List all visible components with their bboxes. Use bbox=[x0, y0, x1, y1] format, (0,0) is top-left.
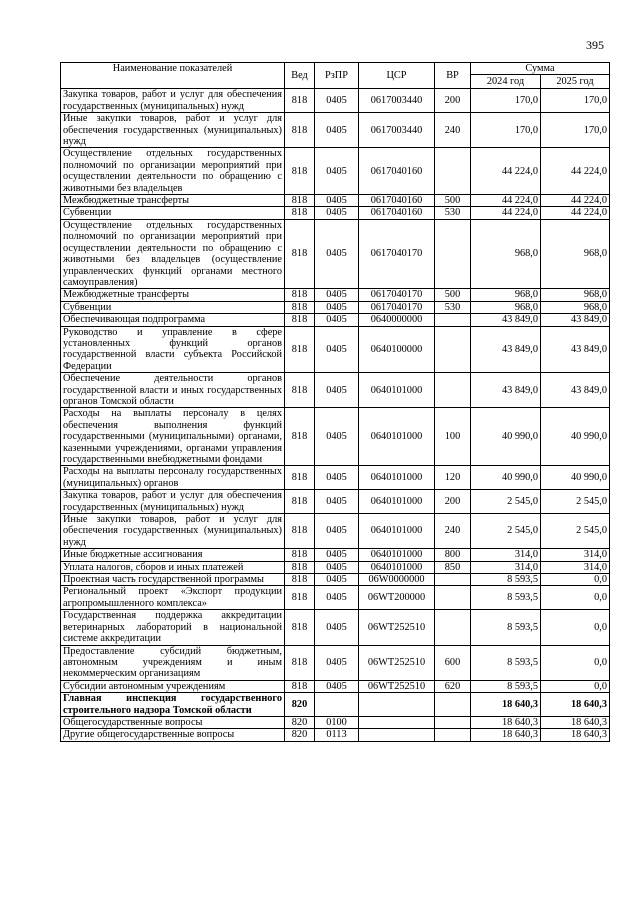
row-ved: 818 bbox=[285, 490, 315, 514]
row-csr: 0640101000 bbox=[359, 549, 435, 561]
row-rzpr: 0405 bbox=[315, 207, 359, 219]
row-sum-2024: 43 849,0 bbox=[471, 326, 541, 373]
row-csr: 0617003440 bbox=[359, 113, 435, 148]
header-year-2025: 2025 год bbox=[541, 75, 610, 89]
row-sum-2024: 44 224,0 bbox=[471, 195, 541, 207]
row-name: Расходы на выплаты персоналу государственных (муниципальных) органов bbox=[61, 466, 285, 490]
row-sum-2024: 968,0 bbox=[471, 301, 541, 313]
header-csr: ЦСР bbox=[359, 63, 435, 89]
row-vr: 200 bbox=[435, 89, 471, 113]
row-csr: 0617040160 bbox=[359, 148, 435, 195]
row-sum-2025: 44 224,0 bbox=[541, 207, 610, 219]
row-rzpr: 0405 bbox=[315, 574, 359, 586]
row-sum-2025: 0,0 bbox=[541, 610, 610, 645]
row-rzpr: 0405 bbox=[315, 148, 359, 195]
table-row bbox=[61, 466, 610, 490]
row-csr: 0640101000 bbox=[359, 408, 435, 466]
row-name: Иные закупки товаров, работ и услуг для обеспечения государственных (муниципальных) нужд bbox=[61, 514, 285, 549]
header-sum: Сумма bbox=[471, 63, 610, 75]
row-ved: 818 bbox=[285, 148, 315, 195]
row-rzpr: 0405 bbox=[315, 89, 359, 113]
row-ved: 818 bbox=[285, 195, 315, 207]
row-sum-2024: 8 593,5 bbox=[471, 574, 541, 586]
row-name: Другие общегосударственные вопросы bbox=[61, 729, 285, 741]
row-name: Закупка товаров, работ и услуг для обеспечения государственных (муниципальных) нужд bbox=[61, 89, 285, 113]
row-vr bbox=[435, 373, 471, 408]
row-csr: 0640100000 bbox=[359, 326, 435, 373]
row-vr bbox=[435, 716, 471, 728]
row-ved: 818 bbox=[285, 680, 315, 692]
row-ved: 818 bbox=[285, 574, 315, 586]
header-vr: ВР bbox=[435, 63, 471, 89]
row-rzpr: 0405 bbox=[315, 549, 359, 561]
row-rzpr: 0405 bbox=[315, 301, 359, 313]
row-ved: 818 bbox=[285, 314, 315, 326]
row-name: Региональный проект «Экспорт продукции агропромышленного комплекса» bbox=[61, 586, 285, 610]
table-row bbox=[61, 314, 610, 326]
table-row bbox=[61, 561, 610, 573]
row-sum-2025: 0,0 bbox=[541, 586, 610, 610]
row-csr: 06WT252510 bbox=[359, 680, 435, 692]
row-vr bbox=[435, 219, 471, 288]
row-vr: 600 bbox=[435, 645, 471, 680]
row-ved: 818 bbox=[285, 466, 315, 490]
row-csr: 0640101000 bbox=[359, 490, 435, 514]
row-csr bbox=[359, 716, 435, 728]
row-csr: 0617040170 bbox=[359, 289, 435, 301]
row-csr: 0617040160 bbox=[359, 207, 435, 219]
table-row bbox=[61, 693, 610, 717]
row-rzpr: 0405 bbox=[315, 219, 359, 288]
row-rzpr: 0405 bbox=[315, 289, 359, 301]
row-rzpr: 0405 bbox=[315, 514, 359, 549]
row-csr: 0617040160 bbox=[359, 195, 435, 207]
row-sum-2024: 8 593,5 bbox=[471, 645, 541, 680]
row-name: Обеспечение деятельности органов государственной власти и иных государственных органов Томской области bbox=[61, 373, 285, 408]
row-ved: 818 bbox=[285, 289, 315, 301]
row-name: Субвенции bbox=[61, 301, 285, 313]
header-name: Наименование показателей bbox=[61, 63, 285, 89]
table-row bbox=[61, 219, 610, 288]
row-csr: 0617003440 bbox=[359, 89, 435, 113]
row-sum-2024: 43 849,0 bbox=[471, 373, 541, 408]
row-sum-2024: 314,0 bbox=[471, 549, 541, 561]
header-ved: Вед bbox=[285, 63, 315, 89]
row-vr: 240 bbox=[435, 514, 471, 549]
row-vr bbox=[435, 574, 471, 586]
row-sum-2025: 0,0 bbox=[541, 574, 610, 586]
row-ved: 820 bbox=[285, 716, 315, 728]
row-vr bbox=[435, 314, 471, 326]
row-vr: 120 bbox=[435, 466, 471, 490]
row-sum-2024: 8 593,5 bbox=[471, 586, 541, 610]
row-ved: 818 bbox=[285, 645, 315, 680]
row-sum-2025: 43 849,0 bbox=[541, 373, 610, 408]
row-name: Межбюджетные трансферты bbox=[61, 289, 285, 301]
row-rzpr: 0405 bbox=[315, 586, 359, 610]
row-vr: 200 bbox=[435, 490, 471, 514]
row-rzpr: 0405 bbox=[315, 466, 359, 490]
table-row bbox=[61, 586, 610, 610]
row-sum-2024: 44 224,0 bbox=[471, 148, 541, 195]
row-csr: 0617040170 bbox=[359, 301, 435, 313]
header-rzpr: РзПР bbox=[315, 63, 359, 89]
row-csr: 0640101000 bbox=[359, 561, 435, 573]
row-sum-2025: 170,0 bbox=[541, 113, 610, 148]
row-name: Субсидии автономным учреждениям bbox=[61, 680, 285, 692]
row-sum-2025: 18 640,3 bbox=[541, 729, 610, 741]
row-sum-2024: 18 640,3 bbox=[471, 693, 541, 717]
row-name: Общегосударственные вопросы bbox=[61, 716, 285, 728]
row-sum-2025: 968,0 bbox=[541, 301, 610, 313]
row-rzpr: 0405 bbox=[315, 490, 359, 514]
row-vr bbox=[435, 326, 471, 373]
row-sum-2024: 8 593,5 bbox=[471, 680, 541, 692]
row-sum-2024: 314,0 bbox=[471, 561, 541, 573]
row-rzpr: 0405 bbox=[315, 326, 359, 373]
row-rzpr: 0405 bbox=[315, 680, 359, 692]
row-sum-2025: 18 640,3 bbox=[541, 716, 610, 728]
row-name: Осуществление отдельных государственных полномочий по организации мероприятий при осуществлении деятельности по обращению с животными без владельцев (осуществление управленческих функций органами местного самоуправления) bbox=[61, 219, 285, 288]
row-rzpr: 0405 bbox=[315, 610, 359, 645]
row-name: Расходы на выплаты персоналу в целях обеспечения выполнения функций государственными (муниципальными) органами, казенными учреждениями, органами управления государственными внебюджетными фондами bbox=[61, 408, 285, 466]
row-ved: 818 bbox=[285, 89, 315, 113]
header-year-2024: 2024 год bbox=[471, 75, 541, 89]
table-row bbox=[61, 148, 610, 195]
row-vr bbox=[435, 693, 471, 717]
page-number: 395 bbox=[586, 38, 604, 52]
row-rzpr: 0405 bbox=[315, 645, 359, 680]
row-sum-2025: 18 640,3 bbox=[541, 693, 610, 717]
table-row bbox=[61, 289, 610, 301]
row-ved: 818 bbox=[285, 408, 315, 466]
row-vr: 530 bbox=[435, 301, 471, 313]
row-name: Иные закупки товаров, работ и услуг для обеспечения государственных (муниципальных) нужд bbox=[61, 113, 285, 148]
row-name: Закупка товаров, работ и услуг для обеспечения государственных (муниципальных) нужд bbox=[61, 490, 285, 514]
table-row bbox=[61, 89, 610, 113]
row-ved: 818 bbox=[285, 373, 315, 408]
row-name: Обеспечивающая подпрограмма bbox=[61, 314, 285, 326]
row-csr: 0640000000 bbox=[359, 314, 435, 326]
table-body bbox=[61, 89, 610, 741]
row-csr: 06W0000000 bbox=[359, 574, 435, 586]
row-sum-2025: 170,0 bbox=[541, 89, 610, 113]
table-row bbox=[61, 408, 610, 466]
row-name: Руководство и управление в сфере установленных функций органов государственной власти субъекта Российской Федерации bbox=[61, 326, 285, 373]
row-csr: 0640101000 bbox=[359, 514, 435, 549]
row-name: Субвенции bbox=[61, 207, 285, 219]
row-name: Иные бюджетные ассигнования bbox=[61, 549, 285, 561]
row-rzpr: 0113 bbox=[315, 729, 359, 741]
row-vr bbox=[435, 586, 471, 610]
row-sum-2025: 2 545,0 bbox=[541, 490, 610, 514]
row-sum-2025: 2 545,0 bbox=[541, 514, 610, 549]
table-row bbox=[61, 680, 610, 692]
row-rzpr: 0405 bbox=[315, 373, 359, 408]
row-name: Главная инспекция государственного строительного надзора Томской области bbox=[61, 693, 285, 717]
budget-table bbox=[60, 62, 610, 742]
table-row bbox=[61, 514, 610, 549]
row-ved: 818 bbox=[285, 326, 315, 373]
row-vr bbox=[435, 148, 471, 195]
row-ved: 818 bbox=[285, 301, 315, 313]
row-ved: 818 bbox=[285, 514, 315, 549]
row-sum-2024: 170,0 bbox=[471, 113, 541, 148]
row-ved: 818 bbox=[285, 561, 315, 573]
table-row bbox=[61, 207, 610, 219]
row-csr: 06WT200000 bbox=[359, 586, 435, 610]
row-name: Государственная поддержка аккредитации ветеринарных лабораторий в национальной системе аккредитации bbox=[61, 610, 285, 645]
table-row bbox=[61, 574, 610, 586]
row-sum-2025: 44 224,0 bbox=[541, 195, 610, 207]
row-sum-2024: 40 990,0 bbox=[471, 408, 541, 466]
row-sum-2024: 968,0 bbox=[471, 219, 541, 288]
table-row bbox=[61, 490, 610, 514]
table-row bbox=[61, 113, 610, 148]
row-sum-2024: 968,0 bbox=[471, 289, 541, 301]
row-rzpr: 0405 bbox=[315, 408, 359, 466]
row-name: Осуществление отдельных государственных полномочий по организации мероприятий при осуществлении деятельности по обращению с животными без владельцев bbox=[61, 148, 285, 195]
row-sum-2024: 2 545,0 bbox=[471, 490, 541, 514]
row-sum-2025: 968,0 bbox=[541, 289, 610, 301]
table-row bbox=[61, 610, 610, 645]
row-ved: 818 bbox=[285, 219, 315, 288]
row-vr: 500 bbox=[435, 195, 471, 207]
row-vr bbox=[435, 610, 471, 645]
row-rzpr: 0405 bbox=[315, 113, 359, 148]
row-name: Уплата налогов, сборов и иных платежей bbox=[61, 561, 285, 573]
row-sum-2024: 18 640,3 bbox=[471, 716, 541, 728]
row-csr: 0617040170 bbox=[359, 219, 435, 288]
row-sum-2024: 2 545,0 bbox=[471, 514, 541, 549]
row-vr: 100 bbox=[435, 408, 471, 466]
row-sum-2024: 170,0 bbox=[471, 89, 541, 113]
row-ved: 818 bbox=[285, 113, 315, 148]
row-vr bbox=[435, 729, 471, 741]
table-row bbox=[61, 373, 610, 408]
row-sum-2025: 314,0 bbox=[541, 549, 610, 561]
row-vr: 240 bbox=[435, 113, 471, 148]
row-vr: 620 bbox=[435, 680, 471, 692]
table-row bbox=[61, 326, 610, 373]
row-rzpr: 0100 bbox=[315, 716, 359, 728]
row-csr bbox=[359, 729, 435, 741]
row-csr: 0640101000 bbox=[359, 466, 435, 490]
row-sum-2025: 40 990,0 bbox=[541, 466, 610, 490]
table-row bbox=[61, 729, 610, 741]
row-vr: 530 bbox=[435, 207, 471, 219]
row-ved: 818 bbox=[285, 549, 315, 561]
row-ved: 818 bbox=[285, 207, 315, 219]
table-row bbox=[61, 645, 610, 680]
row-rzpr: 0405 bbox=[315, 195, 359, 207]
row-sum-2025: 0,0 bbox=[541, 680, 610, 692]
row-vr: 500 bbox=[435, 289, 471, 301]
row-csr bbox=[359, 693, 435, 717]
row-name: Межбюджетные трансферты bbox=[61, 195, 285, 207]
row-sum-2025: 43 849,0 bbox=[541, 314, 610, 326]
row-vr: 800 bbox=[435, 549, 471, 561]
row-csr: 06WT252510 bbox=[359, 645, 435, 680]
row-ved: 818 bbox=[285, 610, 315, 645]
row-sum-2024: 44 224,0 bbox=[471, 207, 541, 219]
row-sum-2025: 968,0 bbox=[541, 219, 610, 288]
table-row bbox=[61, 195, 610, 207]
row-sum-2025: 40 990,0 bbox=[541, 408, 610, 466]
table-header bbox=[61, 63, 610, 89]
row-sum-2025: 314,0 bbox=[541, 561, 610, 573]
row-rzpr: 0405 bbox=[315, 561, 359, 573]
row-csr: 06WT252510 bbox=[359, 610, 435, 645]
row-rzpr: 0405 bbox=[315, 314, 359, 326]
row-name: Проектная часть государственной программы bbox=[61, 574, 285, 586]
row-sum-2025: 43 849,0 bbox=[541, 326, 610, 373]
row-rzpr bbox=[315, 693, 359, 717]
row-sum-2024: 18 640,3 bbox=[471, 729, 541, 741]
row-sum-2024: 8 593,5 bbox=[471, 610, 541, 645]
table-row bbox=[61, 549, 610, 561]
row-ved: 820 bbox=[285, 693, 315, 717]
row-vr: 850 bbox=[435, 561, 471, 573]
row-sum-2024: 43 849,0 bbox=[471, 314, 541, 326]
row-name: Предоставление субсидий бюджетным, автономным учреждениям и иным некоммерческим организациям bbox=[61, 645, 285, 680]
row-csr: 0640101000 bbox=[359, 373, 435, 408]
table-row bbox=[61, 716, 610, 728]
row-sum-2025: 0,0 bbox=[541, 645, 610, 680]
row-ved: 820 bbox=[285, 729, 315, 741]
row-sum-2024: 40 990,0 bbox=[471, 466, 541, 490]
table-row bbox=[61, 301, 610, 313]
row-sum-2025: 44 224,0 bbox=[541, 148, 610, 195]
row-ved: 818 bbox=[285, 586, 315, 610]
